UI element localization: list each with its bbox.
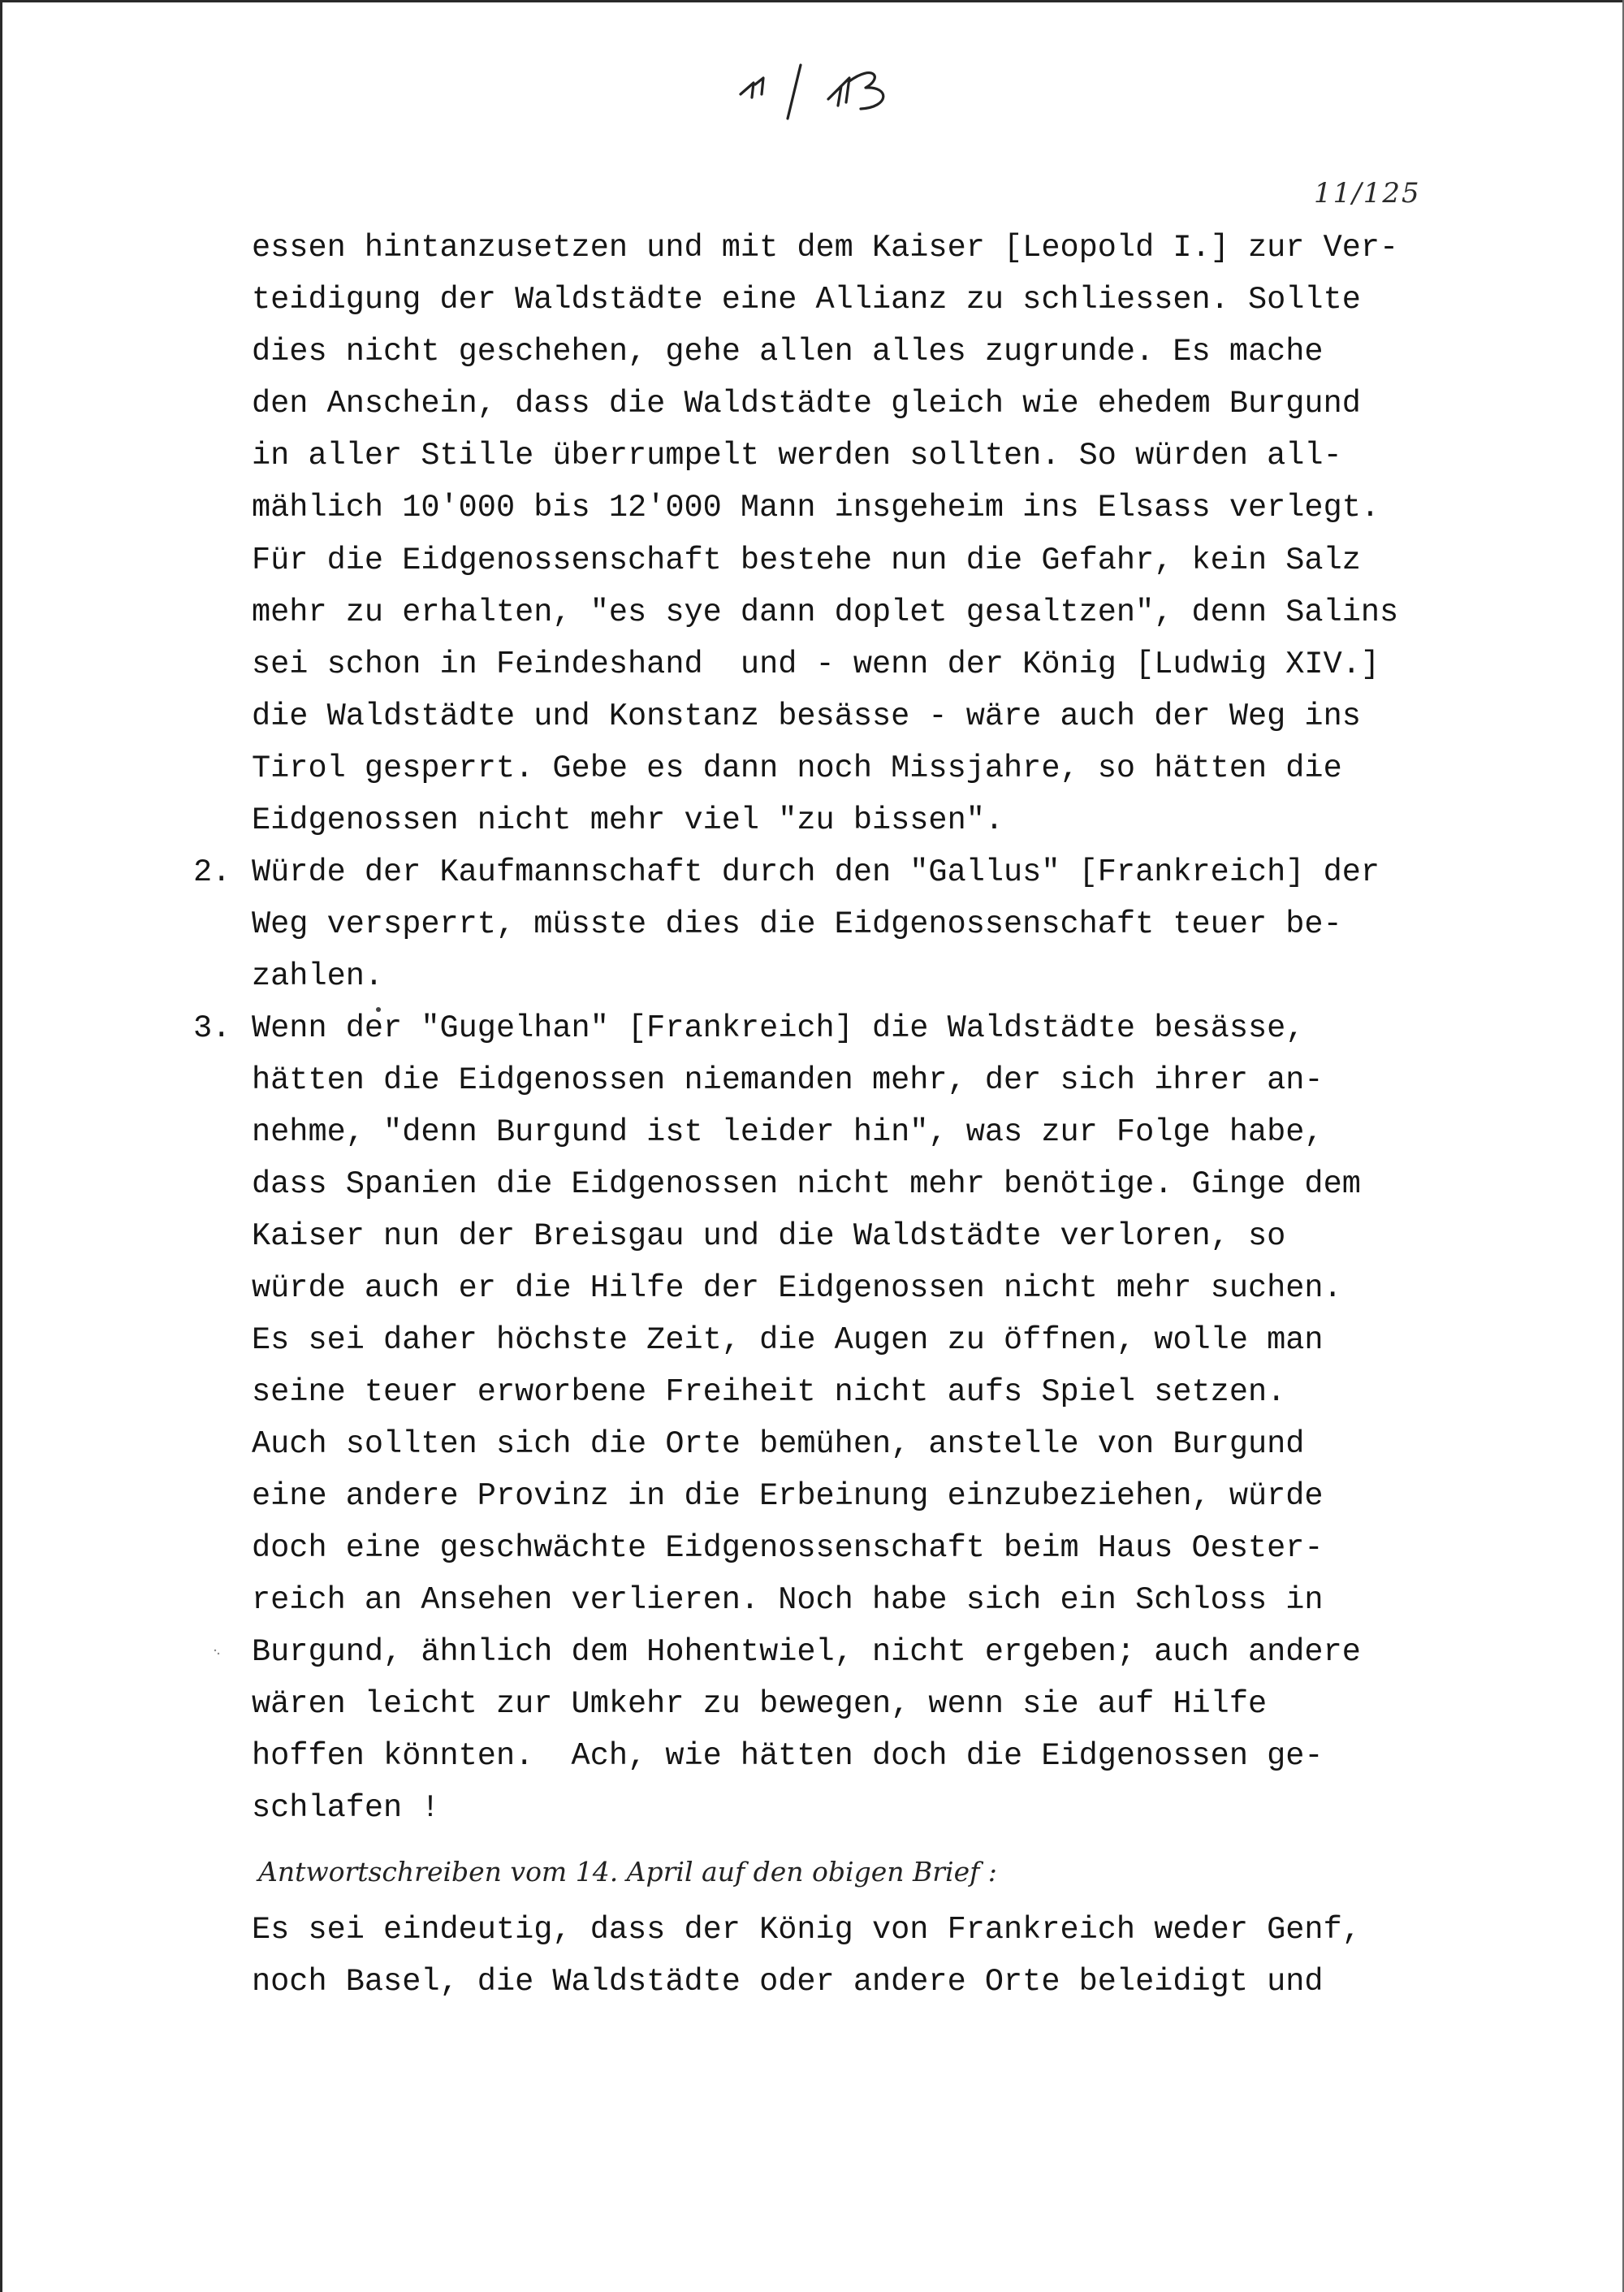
list-item-number: 3. (193, 1010, 231, 1046)
text-line: Wenn der "Gugelhan" [Frankreich] die Waldstädte besässe, (252, 1010, 1305, 1046)
text-line: dies nicht geschehen, gehe allen alles zugrunde. Es mache (252, 334, 1324, 370)
text-line: Es sei daher höchste Zeit, die Augen zu öffnen, wolle man (252, 1322, 1324, 1358)
text-line: seine teuer erworbene Freiheit nicht aufs Spiel setzen. (252, 1374, 1286, 1410)
text-line: reich an Ansehen verlieren. Noch habe sich ein Schloss in (252, 1582, 1324, 1618)
text-line: hätten die Eidgenossen niemanden mehr, der sich ihrer an- (252, 1062, 1324, 1098)
text-line: Würde der Kaufmannschaft durch den "Gallus" [Frankreich] der (252, 854, 1380, 890)
text-line: dass Spanien die Eidgenossen nicht mehr benötige. Ginge dem (252, 1166, 1361, 1202)
text-line: noch Basel, die Waldstädte oder andere Orte beleidigt und (252, 1964, 1324, 2000)
text-line: Burgund, ähnlich dem Hohentwiel, nicht ergeben; auch andere (252, 1634, 1361, 1670)
text-line: Kaiser nun der Breisgau und die Waldstädte verloren, so (252, 1218, 1286, 1254)
text-line: doch eine geschwächte Eidgenossenschaft beim Haus Oester- (252, 1530, 1324, 1566)
list-item-number: 2. (193, 854, 231, 890)
text-line: wären leicht zur Umkehr zu bewegen, wenn sie auf Hilfe (252, 1686, 1268, 1722)
text-line: Es sei eindeutig, dass der König von Frankreich weder Genf, (252, 1912, 1361, 1948)
text-line: essen hintanzusetzen und mit dem Kaiser [Leopold I.] zur Ver- (252, 230, 1399, 266)
text-line: zahlen. (252, 958, 384, 994)
text-line: mählich 10'000 bis 12'000 Mann insgeheim ins Elsass verlegt. (252, 490, 1380, 525)
text-line: Eidgenossen nicht mehr viel "zu bissen". (252, 802, 1004, 838)
text-line: Auch sollten sich die Orte bemühen, anstelle von Burgund (252, 1426, 1305, 1462)
text-line: eine andere Provinz in die Erbeinung einzubeziehen, würde (252, 1478, 1324, 1514)
section-caption: Antwortschreiben vom 14. April auf den obigen Brief : (258, 1856, 997, 1888)
text-line: hoffen könnten. Ach, wie hätten doch die Eidgenossen ge- (252, 1738, 1324, 1774)
text-line: Tirol gesperrt. Gebe es dann noch Missjahre, so hätten die (252, 750, 1342, 786)
text-line: den Anschein, dass die Waldstädte gleich wie ehedem Burgund (252, 386, 1361, 422)
scan-speck (213, 1647, 221, 1657)
text-line: in aller Stille überrumpelt werden sollten. So würden all- (252, 438, 1342, 474)
text-line: mehr zu erhalten, "es sye dann doplet gesaltzen", denn Salins (252, 595, 1399, 630)
text-line: sei schon in Feindeshand und - wenn der König [Ludwig XIV.] (252, 647, 1380, 682)
text-line: Weg versperrt, müsste dies die Eidgenossenschaft teuer be- (252, 906, 1342, 942)
text-line: die Waldstädte und Konstanz besässe - wäre auch der Weg ins (252, 698, 1361, 734)
text-line: teidigung der Waldstädte eine Allianz zu schliessen. Sollte (252, 282, 1361, 318)
text-line: würde auch er die Hilfe der Eidgenossen nicht mehr suchen. (252, 1270, 1342, 1306)
text-line: schlafen ! (252, 1790, 440, 1826)
text-line: Für die Eidgenossenschaft bestehe nun die Gefahr, kein Salz (252, 543, 1361, 578)
page-number: 11/125 (1314, 177, 1421, 210)
text-line: nehme, "denn Burgund ist leider hin", was zur Folge habe, (252, 1114, 1324, 1150)
